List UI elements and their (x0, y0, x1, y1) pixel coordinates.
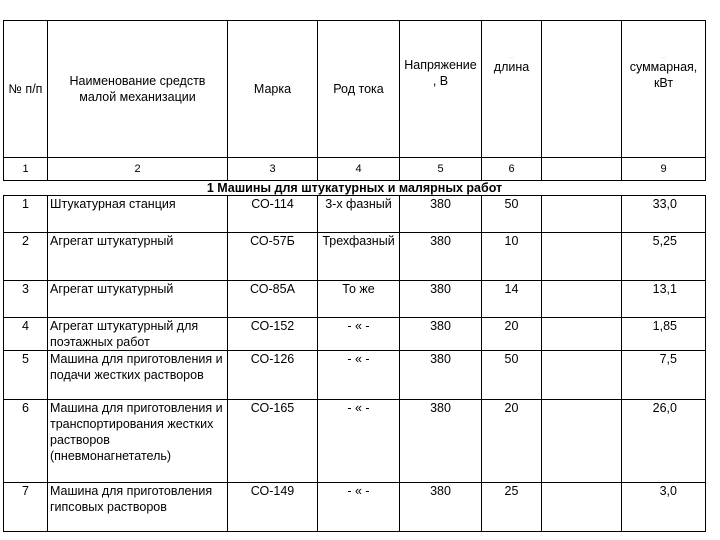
header-power-small: ...... (660, 55, 666, 59)
table-row (4, 233, 706, 281)
table-row (4, 483, 706, 532)
section-row (4, 181, 706, 196)
column-number-row (4, 158, 706, 181)
cell-brand: СО-114 (228, 196, 318, 233)
cell-length: 25 (482, 483, 542, 532)
cell-num: 5 (4, 351, 48, 400)
cell-brand: СО-152 (228, 318, 318, 351)
colnum-4: 4 (318, 158, 400, 181)
cell-col8 (542, 483, 622, 532)
cell-brand: СО-149 (228, 483, 318, 532)
cell-col8 (542, 233, 622, 281)
header-power-cell (622, 21, 706, 158)
header-num: № п/п (4, 21, 48, 158)
colnum-1: 1 (4, 158, 48, 181)
header-brand: Марка (228, 21, 318, 158)
header-power: суммарная, кВт (629, 60, 698, 90)
colnum-2: 2 (48, 158, 228, 181)
cell-voltage: 380 (400, 318, 482, 351)
cell-voltage: 380 (400, 196, 482, 233)
cell-length: 14 (482, 281, 542, 318)
cell-num: 3 (4, 281, 48, 318)
section-title: 1 Машины для штукатурных и малярных работ (4, 181, 706, 196)
cell-current: - « - (318, 318, 400, 351)
cell-length: 50 (482, 351, 542, 400)
cell-current: - « - (318, 400, 400, 483)
cell-power: 3,0 (622, 483, 706, 532)
cell-length: 10 (482, 233, 542, 281)
cell-voltage: 380 (400, 233, 482, 281)
cell-col8 (542, 351, 622, 400)
cell-power: 13,1 (622, 281, 706, 318)
colnum-7 (542, 158, 622, 181)
cell-name: Машина для приготовления и транспортирования жестких растворов (пневмонагнетатель) (48, 400, 228, 483)
table-row (4, 351, 706, 400)
header-current: Род тока (318, 21, 400, 158)
colnum-3: 3 (228, 158, 318, 181)
table-row (4, 400, 706, 483)
cell-num: 1 (4, 196, 48, 233)
cell-current: Трехфазный (318, 233, 400, 281)
cell-current: То же (318, 281, 400, 318)
cell-brand: СО-85А (228, 281, 318, 318)
cell-name: Агрегат штукатурный (48, 281, 228, 318)
cell-power: 7,5 (622, 351, 706, 400)
header-col8 (542, 21, 622, 158)
cell-voltage: 380 (400, 400, 482, 483)
colnum-8: 9 (622, 158, 706, 181)
cell-col8 (542, 318, 622, 351)
cell-name: Штукатурная станция (48, 196, 228, 233)
colnum-6: 6 (482, 158, 542, 181)
cell-length: 50 (482, 196, 542, 233)
cell-num: 2 (4, 233, 48, 281)
cell-num: 7 (4, 483, 48, 532)
cell-voltage: 380 (400, 281, 482, 318)
header-length: длина (493, 60, 530, 74)
header-length-small: ...... (508, 55, 514, 59)
cell-length: 20 (482, 400, 542, 483)
cell-brand: СО-126 (228, 351, 318, 400)
cell-power: 26,0 (622, 400, 706, 483)
cell-power: 5,25 (622, 233, 706, 281)
cell-brand: СО-57Б (228, 233, 318, 281)
machinery-table (3, 20, 706, 532)
cell-voltage: 380 (400, 483, 482, 532)
colnum-5: 5 (400, 158, 482, 181)
cell-name: Машина для приготовления и подачи жестких растворов (48, 351, 228, 400)
cell-brand: СО-165 (228, 400, 318, 483)
header-row (4, 21, 706, 158)
table-row (4, 281, 706, 318)
table-row (4, 196, 706, 233)
cell-name: Агрегат штукатурный для поэтажных работ (48, 318, 228, 351)
cell-current: - « - (318, 483, 400, 532)
cell-length: 20 (482, 318, 542, 351)
cell-col8 (542, 400, 622, 483)
cell-col8 (542, 281, 622, 318)
header-name: Наименование средств малой механизации (48, 21, 228, 158)
cell-num: 6 (4, 400, 48, 483)
cell-num: 4 (4, 318, 48, 351)
cell-current: 3-х фазный (318, 196, 400, 233)
cell-name: Агрегат штукатурный (48, 233, 228, 281)
cell-col8 (542, 196, 622, 233)
header-length-cell (482, 21, 542, 158)
cell-name: Машина для приготовления гипсовых растворов (48, 483, 228, 532)
cell-voltage: 380 (400, 351, 482, 400)
cell-power: 1,85 (622, 318, 706, 351)
table-row (4, 318, 706, 351)
cell-power: 33,0 (622, 196, 706, 233)
header-voltage: Напряжение , В (400, 21, 482, 158)
cell-current: - « - (318, 351, 400, 400)
